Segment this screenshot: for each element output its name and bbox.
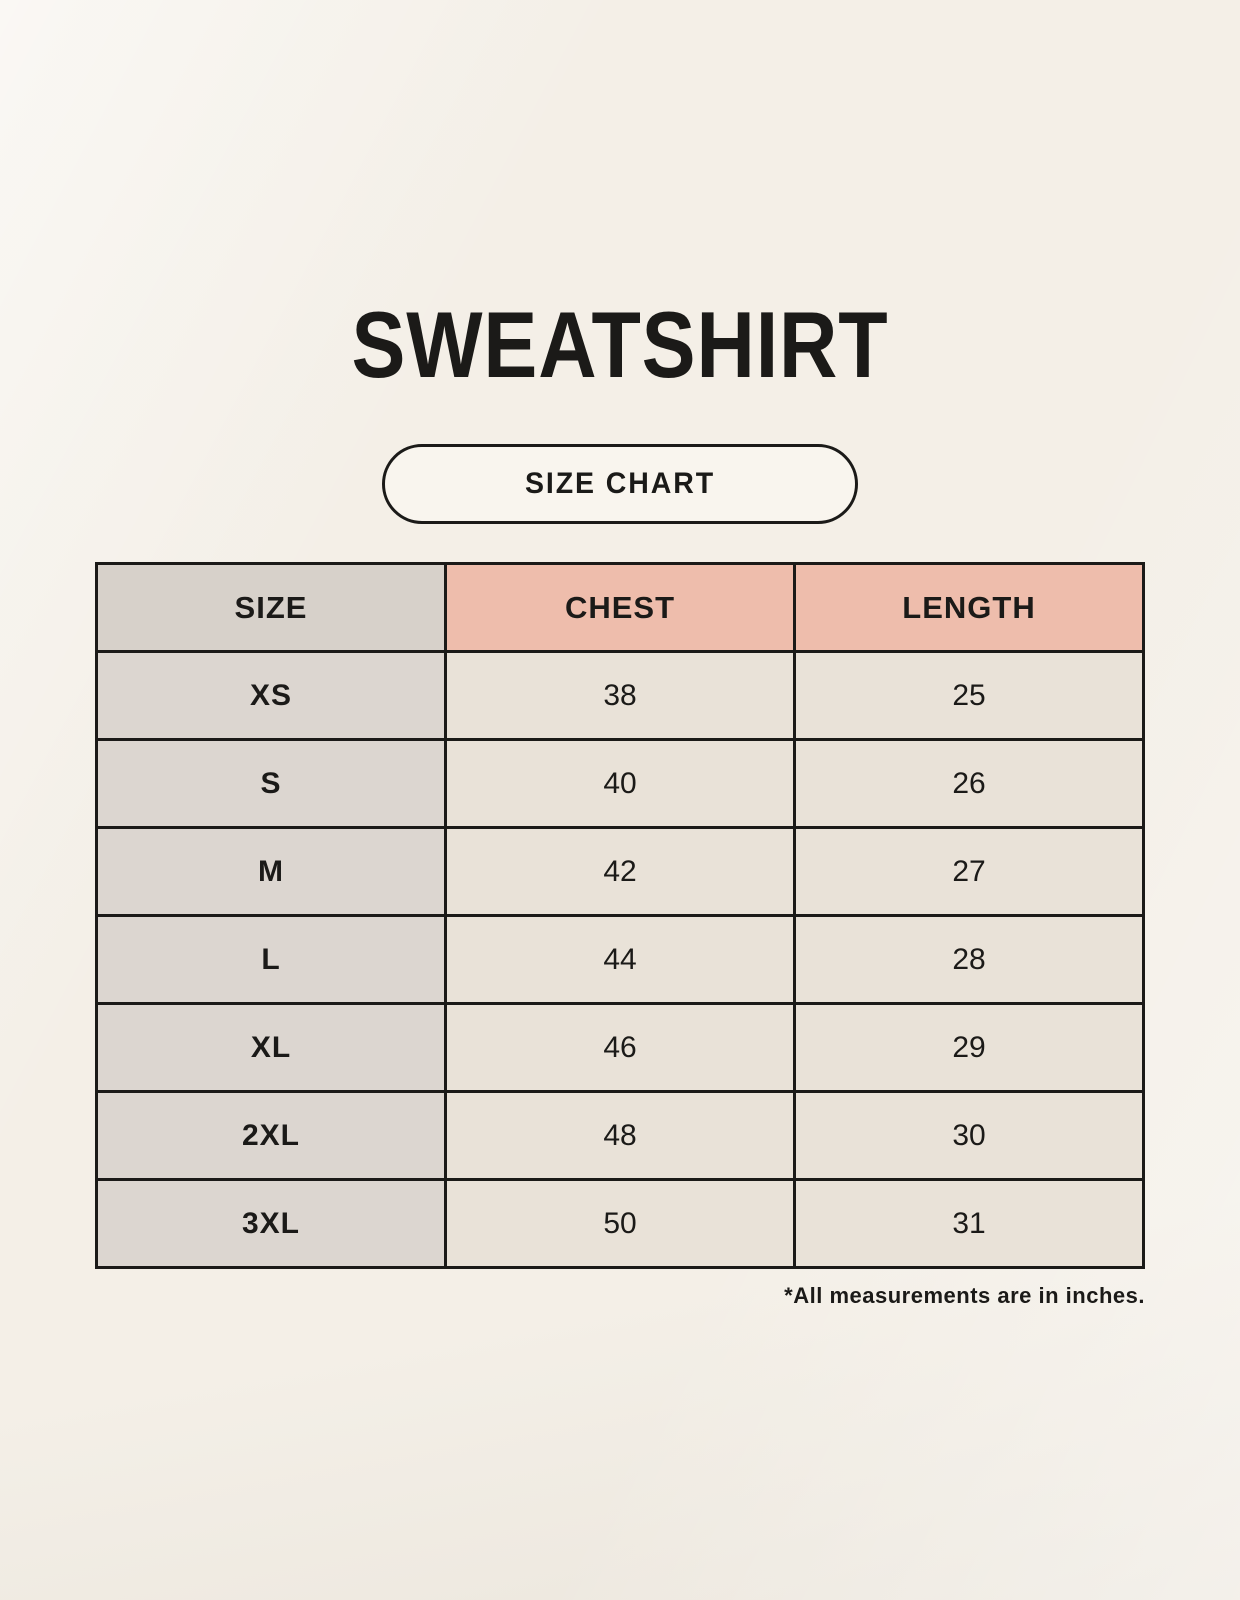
measurement-value: 40: [446, 740, 795, 828]
table-row: [97, 828, 1144, 916]
size-label: XS: [97, 652, 446, 740]
size-chart-button-label: SIZE CHART: [525, 467, 715, 500]
table-row: [97, 1092, 1144, 1180]
size-label: L: [97, 916, 446, 1004]
measurement-value: 46: [446, 1004, 795, 1092]
size-label: S: [97, 740, 446, 828]
size-label: 2XL: [97, 1092, 446, 1180]
size-chart-button[interactable]: [382, 444, 858, 524]
measurement-value: 29: [795, 1004, 1144, 1092]
measurement-value: 28: [795, 916, 1144, 1004]
table-row: [97, 652, 1144, 740]
footnote-row: [95, 1283, 1145, 1309]
measurement-value: 48: [446, 1092, 795, 1180]
measurement-value: 25: [795, 652, 1144, 740]
measurement-value: 30: [795, 1092, 1144, 1180]
size-label: 3XL: [97, 1180, 446, 1268]
page-title: SWEATSHIRT: [351, 292, 889, 397]
column-header-length: LENGTH: [795, 564, 1144, 652]
table-row: [97, 1180, 1144, 1268]
measurement-value: 31: [795, 1180, 1144, 1268]
measurement-value: 27: [795, 828, 1144, 916]
table-row: [97, 740, 1144, 828]
measurement-value: 38: [446, 652, 795, 740]
measurement-value: 44: [446, 916, 795, 1004]
table-row: [97, 916, 1144, 1004]
table-row: [97, 1004, 1144, 1092]
header-row: [97, 564, 1144, 652]
measurement-value: 26: [795, 740, 1144, 828]
size-label: XL: [97, 1004, 446, 1092]
column-header-chest: CHEST: [446, 564, 795, 652]
measurement-value: 50: [446, 1180, 795, 1268]
column-header-size: SIZE: [97, 564, 446, 652]
size-chart-table: [95, 562, 1145, 1269]
size-label: M: [97, 828, 446, 916]
measurements-footnote: *All measurements are in inches.: [784, 1283, 1145, 1308]
measurement-value: 42: [446, 828, 795, 916]
